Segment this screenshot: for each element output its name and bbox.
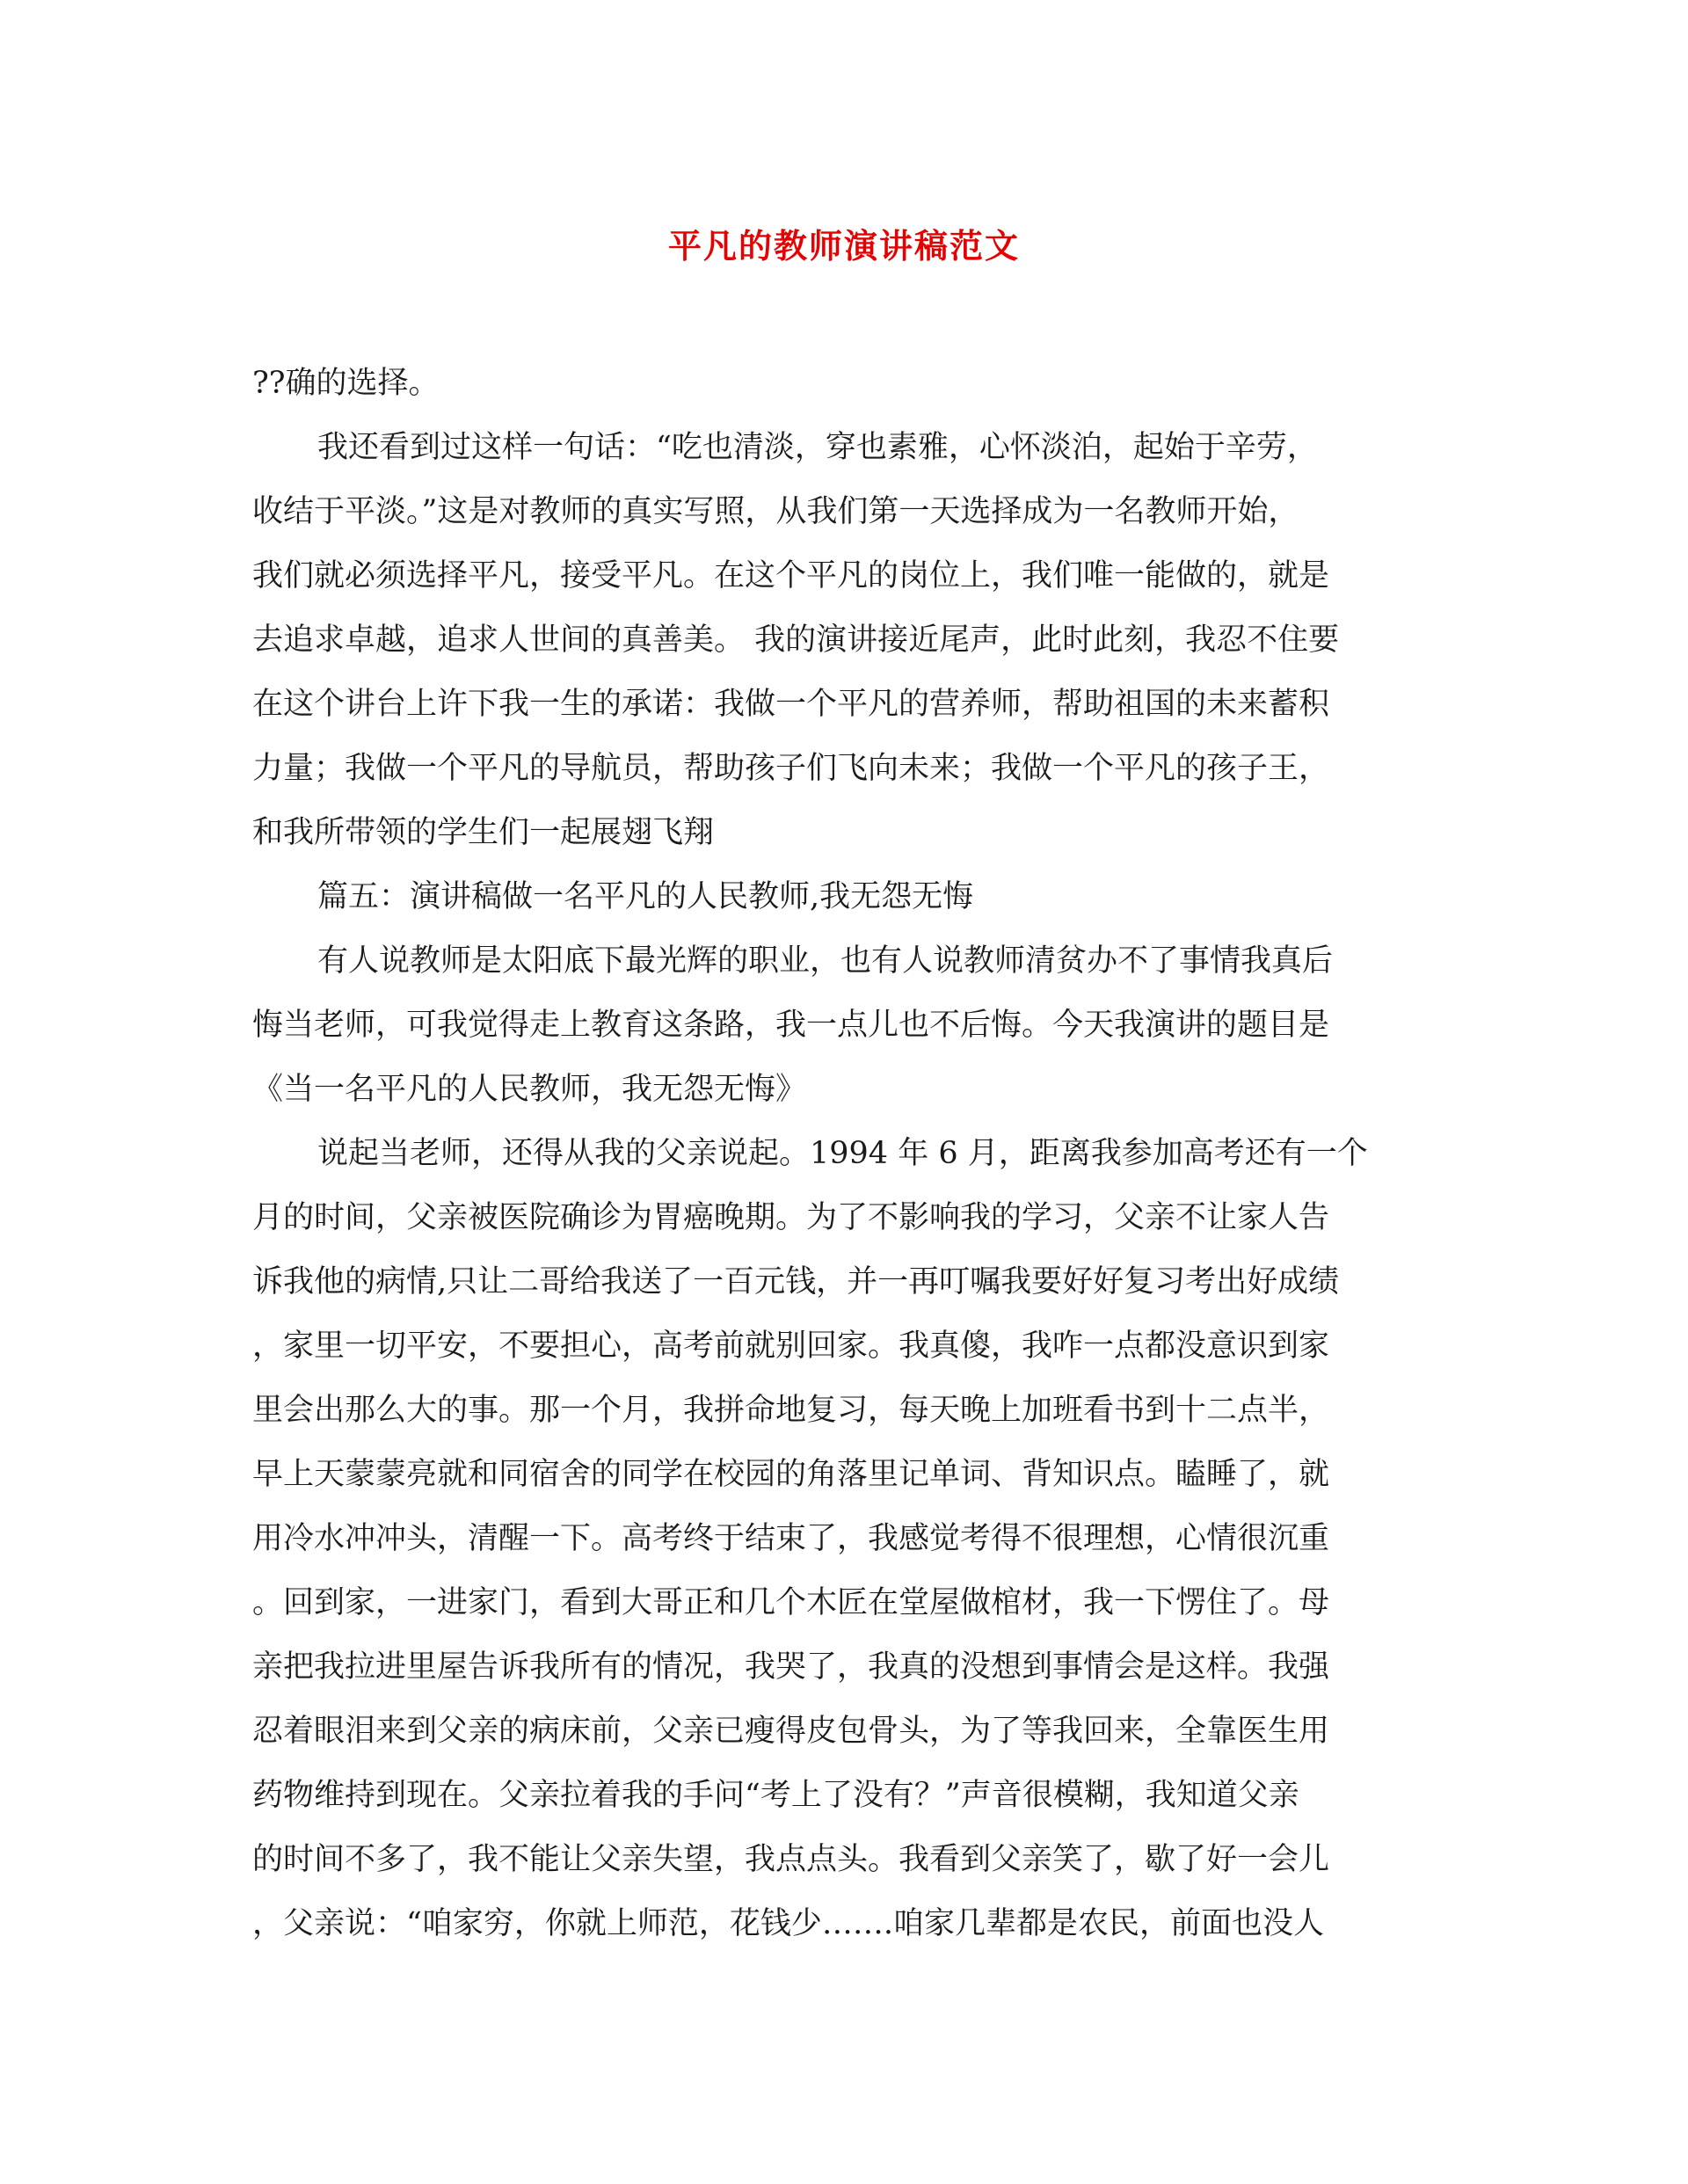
document-body: [252, 352, 1444, 1956]
text-line: 诉我他的病情,只让二哥给我送了一百元钱，并一再叮嘱我要好好复习考出好成绩: [252, 1264, 1340, 1299]
text-line: 月的时间，父亲被医院确诊为胃癌晚期。为了不影响我的学习，父亲不让家人告: [252, 1200, 1330, 1235]
text-line: 亲把我拉进里屋告诉我所有的情况，我哭了，我真的没想到事情会是这样。我强: [252, 1649, 1330, 1685]
text-line: 早上天蒙蒙亮就和同宿舍的同学在校园的角落里记单词、背知识点。瞌睡了，就: [252, 1457, 1330, 1492]
text-line: 里会出那么大的事。那一个月，我拼命地复习，每天晚上加班看书到十二点半，: [252, 1393, 1330, 1428]
text-line: 收结于平淡。”这是对教师的真实写照，从我们第一天选择成为一名教师开始，: [252, 494, 1299, 529]
text-line: 力量；我做一个平凡的导航员，帮助孩子们飞向未来；我做一个平凡的孩子王，: [252, 751, 1330, 786]
text-line: 。回到家，一进家门，看到大哥正和几个木匠在堂屋做棺材，我一下愣住了。母: [252, 1585, 1330, 1620]
text-line: 我还看到过这样一句话：“吃也清淡，穿也素雅，心怀淡泊，起始于辛劳，: [317, 430, 1318, 465]
text-line: 和我所带领的学生们一起展翅飞翔: [252, 815, 715, 850]
text-line: 我们就必须选择平凡，接受平凡。在这个平凡的岗位上，我们唯一能做的，就是: [252, 558, 1330, 593]
text-line: 去追求卓越，追求人世间的真善美。 我的演讲接近尾声，此时此刻，我忍不住要: [252, 622, 1340, 658]
section-heading: 篇五：演讲稿做一名平凡的人民教师,我无怨无悔: [317, 879, 974, 914]
text-line: 说起当老师，还得从我的父亲说起。1994 年 6 月，距离我参加高考还有一个: [317, 1136, 1368, 1171]
text-line: 在这个讲台上许下我一生的承诺：我做一个平凡的营养师，帮助祖国的未来蓄积: [252, 687, 1330, 722]
text-line: ，父亲说：“咱家穷，你就上师范，花钱少…….咱家几辈都是农民，前面也没人: [252, 1906, 1325, 1941]
text-line: ??确的选择。: [252, 366, 440, 401]
text-line: 忍着眼泪来到父亲的病床前，父亲已瘦得皮包骨头，为了等我回来，全靠医生用: [252, 1714, 1330, 1749]
text-line: 的时间不多了，我不能让父亲失望，我点点头。我看到父亲笑了，歇了好一会儿: [252, 1842, 1330, 1877]
text-line: 有人说教师是太阳底下最光辉的职业，也有人说教师清贫办不了事情我真后: [317, 943, 1334, 979]
text-line: 悔当老师，可我觉得走上教育这条路，我一点儿也不后悔。今天我演讲的题目是: [252, 1008, 1330, 1043]
page-title: 平凡的教师演讲稿范文: [667, 226, 1020, 266]
text-line: 用冷水冲冲头，清醒一下。高考终于结束了，我感觉考得不很理想，心情很沉重: [252, 1521, 1330, 1556]
text-line: 《当一名平凡的人民教师，我无怨无悔》: [252, 1072, 807, 1107]
text-line: 药物维持到现在。父亲拉着我的手问“考上了没有？”声音很模糊，我知道父亲: [252, 1778, 1299, 1813]
text-line: ，家里一切平安，不要担心，高考前就别回家。我真傻，我咋一点都没意识到家: [252, 1329, 1330, 1364]
